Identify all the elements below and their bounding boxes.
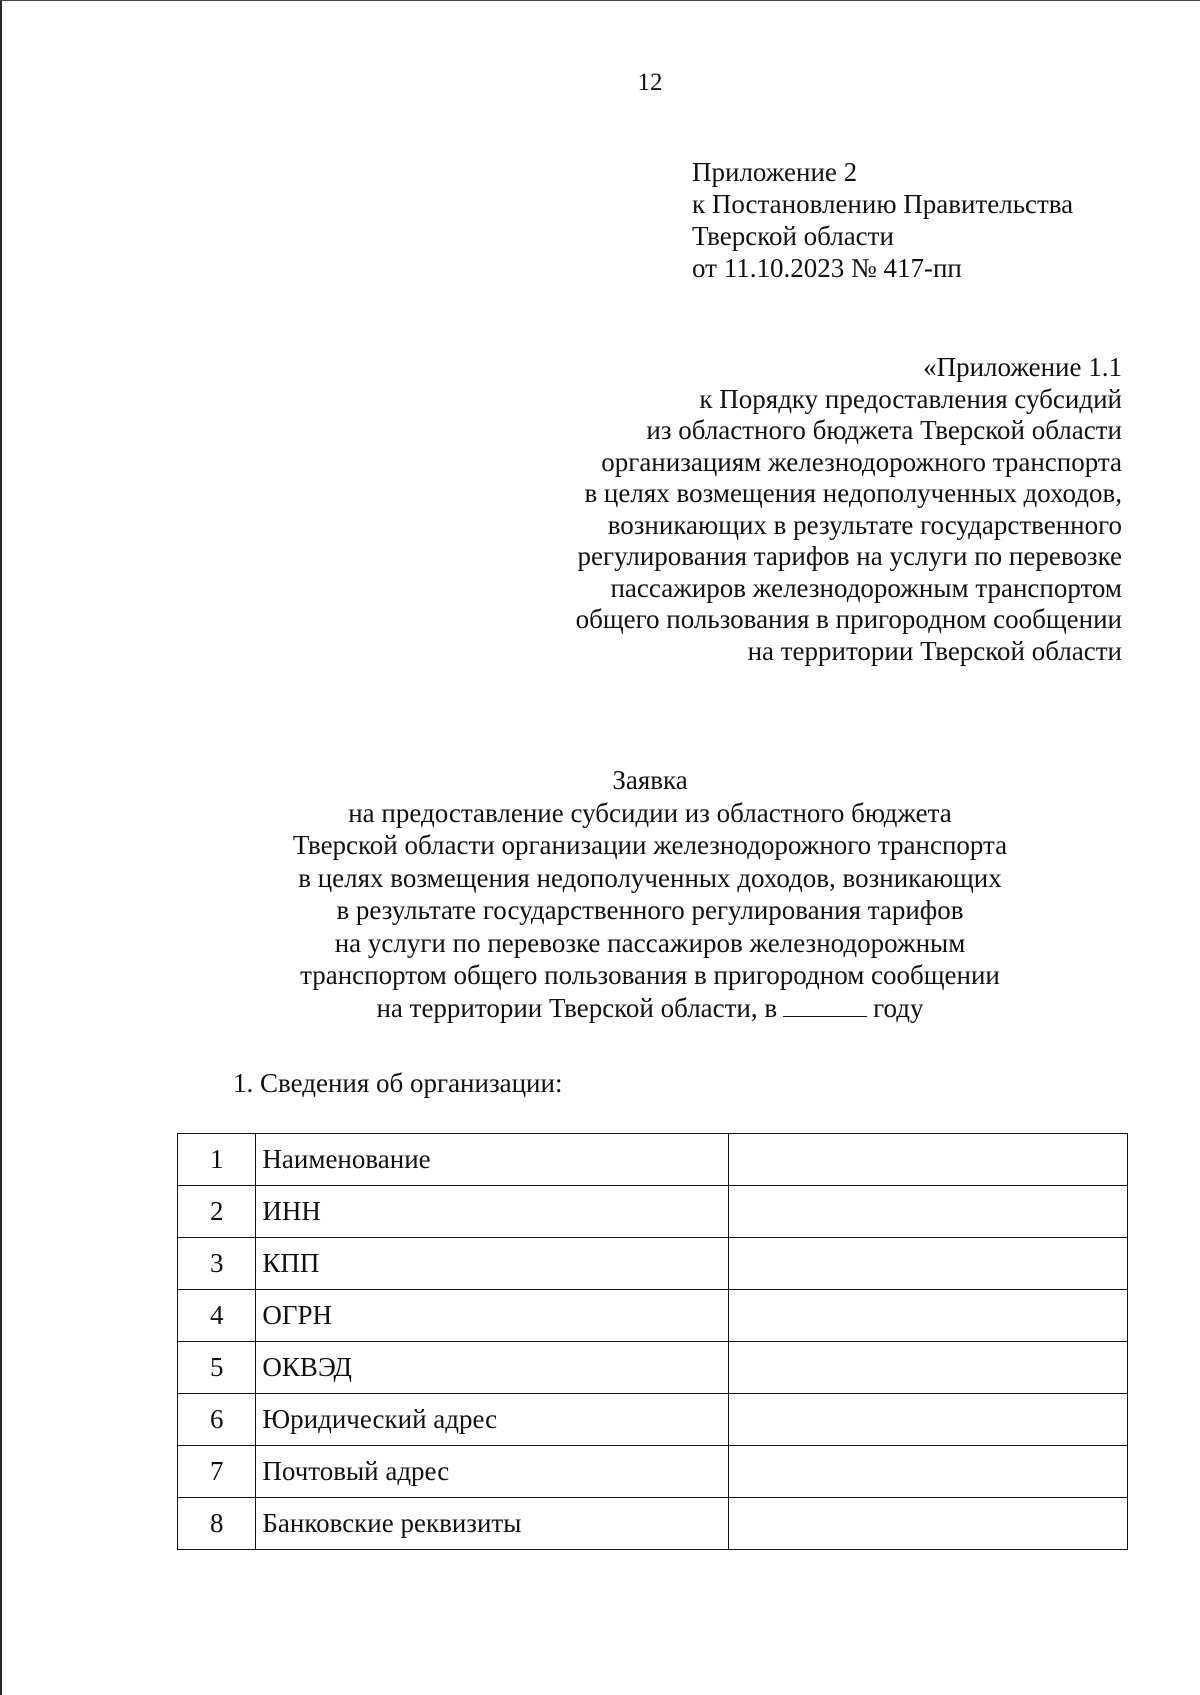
application-year-line <box>0 992 1200 1025</box>
row-value-cell[interactable] <box>729 1290 1128 1342</box>
annex-line: от 11.10.2023 № 417-пп <box>692 253 962 283</box>
order-annex-line: общего пользования в пригородном сообщении <box>575 604 1122 634</box>
table-row <box>178 1134 1128 1186</box>
section-heading: 1. Сведения об организации: <box>233 1068 563 1098</box>
order-annex-line: регулирования тарифов на услуги по перевозке <box>577 541 1122 571</box>
row-label: Банковские реквизиты <box>256 1498 729 1550</box>
order-annex-line: «Приложение 1.1 <box>923 352 1122 382</box>
row-label: КПП <box>256 1238 729 1290</box>
annex-header <box>692 156 1162 284</box>
row-value-cell[interactable] <box>729 1394 1128 1446</box>
table-row <box>178 1498 1128 1550</box>
order-annex-line: к Порядку предоставления субсидий <box>699 383 1122 414</box>
row-label: Юридический адрес <box>256 1394 729 1446</box>
row-number: 7 <box>178 1446 256 1498</box>
application-title-line: Тверской области организации железнодорожного транспорта <box>292 830 1008 860</box>
annex-line: Приложение 2 <box>692 157 858 187</box>
table-row <box>178 1290 1128 1342</box>
page-number: 12 <box>637 69 663 96</box>
row-label: ИНН <box>256 1186 729 1238</box>
row-number: 4 <box>178 1290 256 1342</box>
row-number: 3 <box>178 1238 256 1290</box>
application-title-line: на предоставление субсидии из областного бюджета <box>348 797 952 828</box>
application-title-line: в целях возмещения недополученных доходов, возникающих <box>298 862 1002 893</box>
table-row <box>178 1342 1128 1394</box>
application-title-line: на услуги по перевозке пассажиров железнодорожным <box>334 927 966 958</box>
row-number: 6 <box>178 1394 256 1446</box>
year-blank-field[interactable] <box>783 994 867 1017</box>
row-value-cell[interactable] <box>729 1186 1128 1238</box>
order-annex-line: на территории Тверской области <box>747 635 1122 666</box>
order-annex-header <box>422 352 1122 667</box>
annex-line: Тверской области <box>692 221 894 251</box>
annex-line: к Постановлению Правительства <box>692 189 1074 219</box>
row-number: 1 <box>178 1134 256 1186</box>
row-label: Почтовый адрес <box>256 1446 729 1498</box>
row-value-cell[interactable] <box>729 1498 1128 1550</box>
application-title-line: в результате государственного регулирования тарифов <box>336 895 964 925</box>
year-line-prefix: на территории Тверской области, в <box>376 992 778 1023</box>
row-number: 5 <box>178 1342 256 1394</box>
scan-edge-top <box>0 0 1200 1</box>
year-line-suffix: году <box>873 992 924 1023</box>
row-value-cell[interactable] <box>729 1342 1128 1394</box>
organization-info-table <box>177 1133 1128 1550</box>
order-annex-line: из областного бюджета Тверской области <box>646 415 1122 445</box>
order-annex-line: возникающих в результате государственного <box>607 509 1122 540</box>
row-number: 8 <box>178 1498 256 1550</box>
row-label: ОГРН <box>256 1290 729 1342</box>
table-row <box>178 1394 1128 1446</box>
row-value-cell[interactable] <box>729 1238 1128 1290</box>
table-row <box>178 1446 1128 1498</box>
row-value-cell[interactable] <box>729 1134 1128 1186</box>
row-value-cell[interactable] <box>729 1446 1128 1498</box>
application-title: Заявка <box>612 765 688 795</box>
order-annex-line: в целях возмещения недополученных доходов, <box>584 478 1122 508</box>
row-number: 2 <box>178 1186 256 1238</box>
row-label: ОКВЭД <box>256 1342 729 1394</box>
table-row <box>178 1186 1128 1238</box>
application-title-block <box>0 764 1200 1024</box>
row-label: Наименование <box>256 1134 729 1186</box>
order-annex-line: пассажиров железнодорожным транспортом <box>610 572 1122 603</box>
order-annex-line: организациям железнодорожного транспорта <box>601 446 1122 477</box>
table-row <box>178 1238 1128 1290</box>
application-title-line: транспортом общего пользования в пригородном сообщении <box>300 960 1000 990</box>
